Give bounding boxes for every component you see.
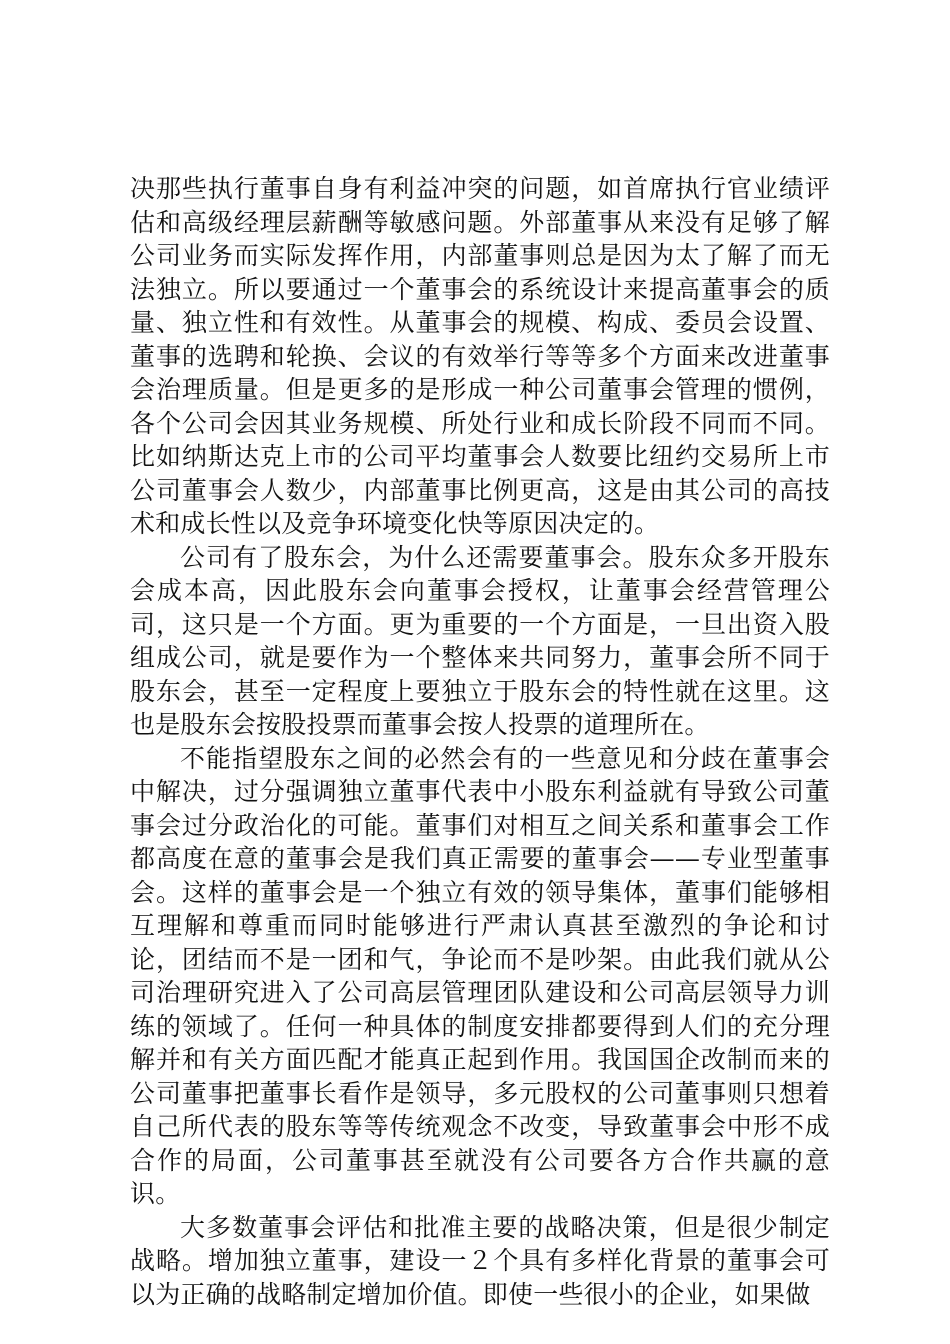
paragraph-professional-board: 不能指望股东之间的必然会有的一些意见和分歧在董事会中解决，过分强调独立董事代表中小股东利益就有导致公司董事会过分政治化的可能。董事们对相互之间关系和董事会工作都高度在意的董事会是我们真正需要的董事会——专业型董事会。这样的董事会是一个独立有效的领导集体，董事们能够相互理解和尊重而同时能够进行严肃认真甚至激烈的争论和讨论，团结而不是一团和气，争论而不是吵架。由此我们就从公司治理研究进入了公司高层管理团队建设和公司高层领导力训练的领域了。任何一种具体的制度安排都要得到人们的充分理解并和有关方面匹配才能真正起到作用。我国国企改制而来的公司董事把董事长看作是领导，多元股权的公司董事则只想着自己所代表的股东等等传统观念不改变，导致董事会中形不成合作的局面，公司董事甚至就没有公司要各方合作共赢的意识。 bbox=[130, 743, 830, 1208]
paragraph-strategy: 大多数董事会评估和批准主要的战略决策，但是很少制定战略。增加独立董事，建设一２个具有多样化背景的董事会可以为正确的战略制定增加价值。即使一些很小的企业，如果做 bbox=[130, 1212, 830, 1309]
document-body bbox=[130, 172, 830, 1311]
paragraph-shareholders-meeting: 公司有了股东会，为什么还需要董事会。股东众多开股东会成本高，因此股东会向董事会授权，让董事会经营管理公司，这只是一个方面。更为重要的一个方面是，一旦出资入股组成公司，就是要作为一个整体来共同努力，董事会所不同于股东会，甚至一定程度上要独立于股东会的特性就在这里。这也是股东会按股投票而董事会按人投票的道理所在。 bbox=[130, 542, 830, 739]
paragraph-continuation: 决那些执行董事自身有利益冲突的问题，如首席执行官业绩评估和高级经理层薪酬等敏感问题。外部董事从来没有足够了解公司业务而实际发挥作用，内部董事则总是因为太了解了而无法独立。所以要通过一个董事会的系统设计来提高董事会的质量、独立性和有效性。从董事会的规模、构成、委员会设置、董事的选聘和轮换、会议的有效举行等等多个方面来改进董事会治理质量。但是更多的是形成一种公司董事会管理的惯例，各个公司会因其业务规模、所处行业和成长阶段不同而不同。比如纳斯达克上市的公司平均董事会人数要比纽约交易所上市公司董事会人数少，内部董事比例更高，这是由其公司的高技术和成长性以及竞争环境变化快等原因决定的。 bbox=[130, 174, 830, 538]
